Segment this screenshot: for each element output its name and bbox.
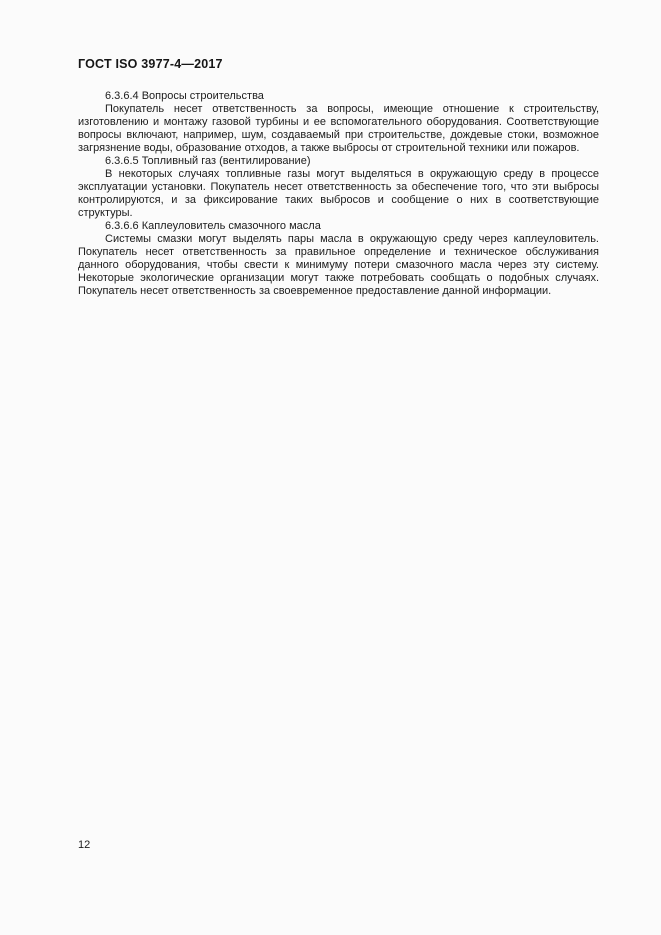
section-paragraph-6366: Системы смазки могут выделять пары масла в окружающую среду через каплеуловитель. Покупатель несет ответственность за правильное определение и техническое обслуживания данного оборудования, чтобы свести к минимуму потери смазочного масла через эту систему. Некоторые экологические организации могут также потребовать сообщать о подобных случаях. Покупатель несет ответственность за своевременное предоставление данной информации. xyxy=(78,233,599,297)
section-heading-6364: 6.3.6.4 Вопросы строительства xyxy=(105,90,264,102)
document-content xyxy=(78,90,599,298)
section-paragraph-6364: Покупатель несет ответственность за вопросы, имеющие отношение к строительству, изготовлению и монтажу газовой турбины и ее вспомогательного оборудования. Соответствующие вопросы включают, например, шум, создаваемый при строительстве, дождевые стоки, возможное загрязнение воды, образование отходов, а также выбросы от строительной техники или пожаров. xyxy=(78,103,599,154)
section-heading-6365: 6.3.6.5 Топливный газ (вентилирование) xyxy=(105,155,311,167)
page-number: 12 xyxy=(78,839,91,851)
document-header-title: ГОСТ ISO 3977-4—2017 xyxy=(78,57,223,71)
section-heading-6366: 6.3.6.6 Каплеуловитель смазочного масла xyxy=(105,220,321,232)
section-paragraph-6365: В некоторых случаях топливные газы могут выделяться в окружающую среду в процессе эксплуатации установки. Покупатель несет ответственность за обеспечение того, что эти выбросы контролируются, и за фиксирование таких выбросов и сообщение о них в соответствующие структуры. xyxy=(78,168,599,219)
